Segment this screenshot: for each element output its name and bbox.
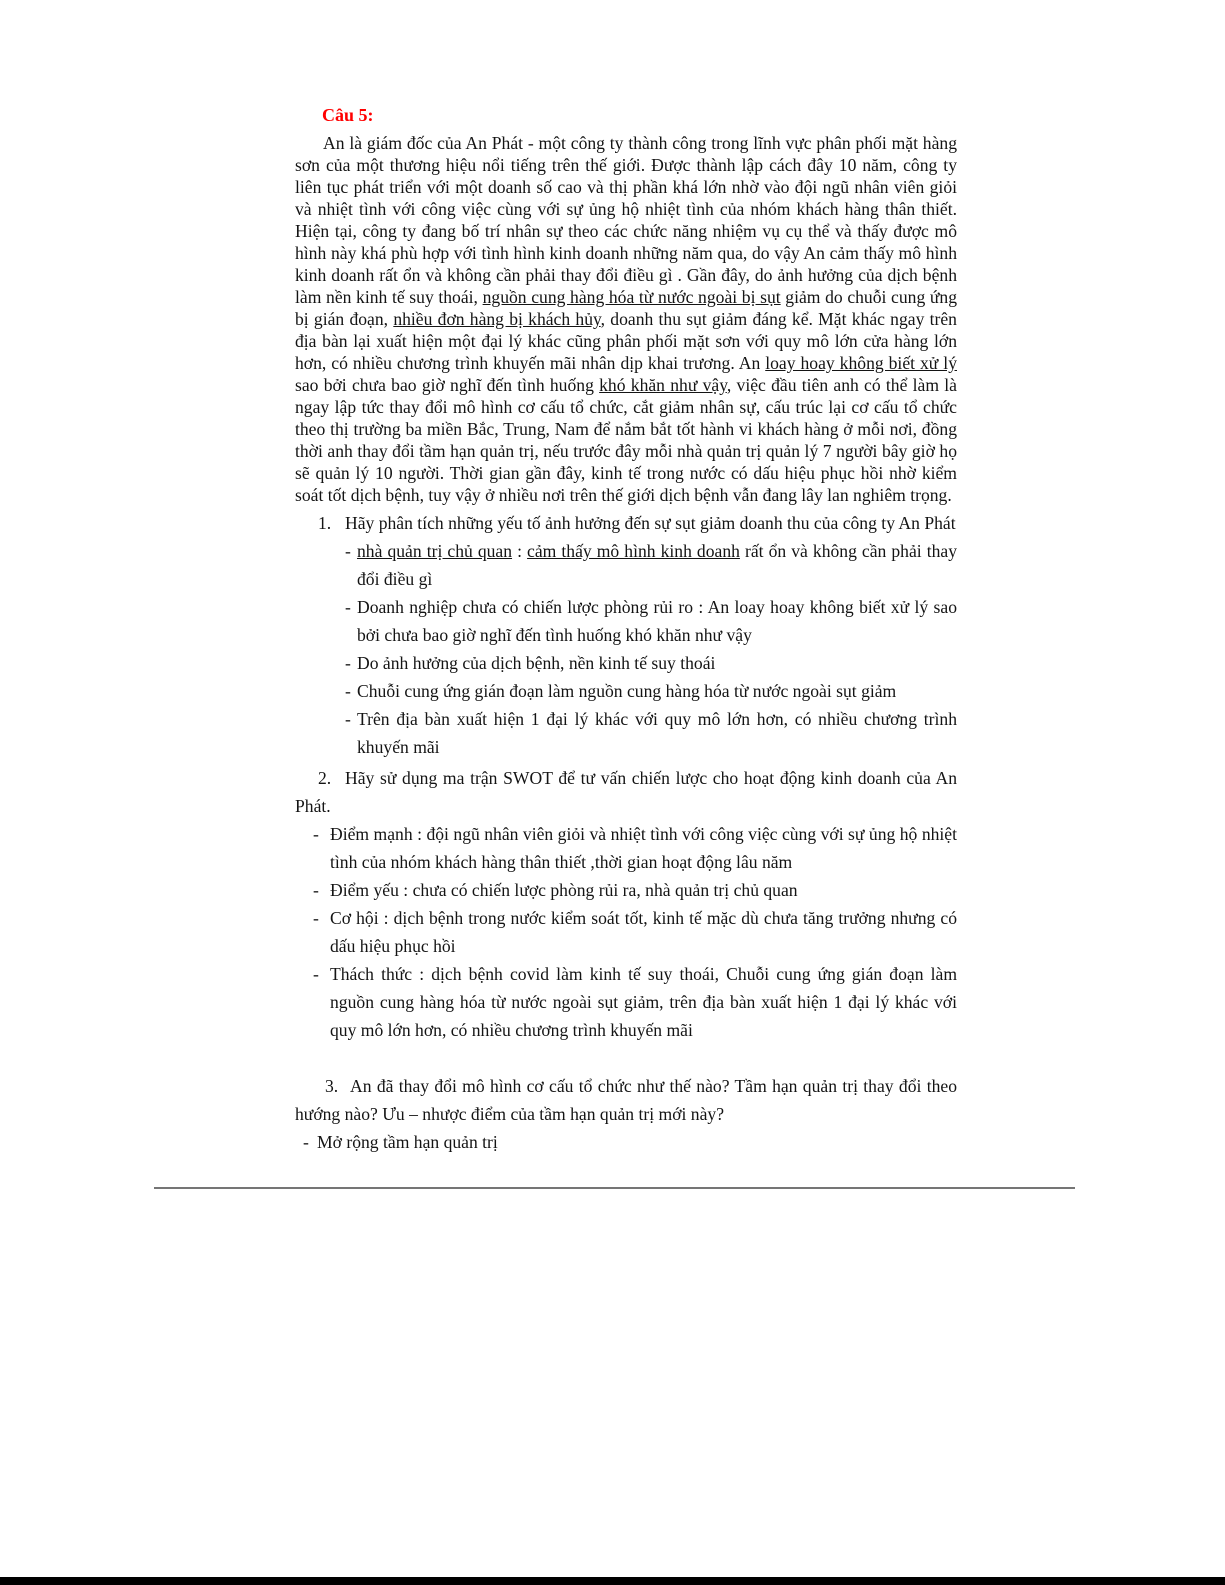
question-3-text: An đã thay đổi mô hình cơ cấu tổ chức như thế nào? Tầm hạn quản trị thay đổi theo hướng nào? Ưu – nhược điểm của tầm hạn quản trị mới này? bbox=[295, 1076, 957, 1124]
bullet-dash: - bbox=[345, 681, 351, 701]
page-edge-bar bbox=[0, 1577, 1225, 1585]
question-2-text: Hãy sử dụng ma trận SWOT để tư vấn chiến lược cho hoạt động kinh doanh của An Phát. bbox=[295, 768, 957, 816]
question-2-prompt bbox=[295, 764, 957, 820]
question-1-prompt bbox=[295, 509, 957, 537]
question-3-section bbox=[295, 1072, 957, 1156]
swot-text: Cơ hội : dịch bệnh trong nước kiểm soát tốt, kinh tế mặc dù chưa tăng trưởng nhưng có dấu hiệu phục hồi bbox=[330, 908, 957, 956]
answer-text: Chuỗi cung ứng gián đoạn làm nguồn cung hàng hóa từ nước ngoài sụt giảm bbox=[357, 681, 897, 701]
answer-text: nhà quản trị chủ quan : cảm thấy mô hình kinh doanh rất ổn và không cần phải thay đổi điều gì bbox=[357, 541, 958, 589]
bullet-dash: - bbox=[313, 908, 319, 928]
answer-item bbox=[303, 1128, 957, 1156]
question-2-number: 2. bbox=[318, 768, 332, 788]
answer-text: Trên địa bàn xuất hiện 1 đại lý khác với quy mô lớn hơn, có nhiều chương trình khuyến mãi bbox=[357, 709, 957, 757]
bullet-dash: - bbox=[313, 880, 319, 900]
answer-text: Doanh nghiệp chưa có chiến lược phòng rủi ro : An loay hoay không biết xử lý sao bởi chưa bao giờ nghĩ đến tình huống khó khăn như vậy bbox=[357, 597, 957, 645]
swot-item bbox=[313, 904, 957, 960]
swot-text: Thách thức : dịch bệnh covid làm kinh tế suy thoái, Chuỗi cung ứng gián đoạn làm nguồn cung hàng hóa từ nước ngoài sụt giảm, trên địa bàn xuất hiện 1 đại lý khác với quy mô lớn hơn, có nhiều chương trình khuyến mãi bbox=[330, 964, 957, 1040]
bullet-dash: - bbox=[313, 824, 319, 844]
question-3-prompt bbox=[295, 1072, 957, 1128]
answer-item bbox=[345, 537, 957, 593]
swot-item bbox=[313, 820, 957, 876]
bullet-dash: - bbox=[345, 541, 351, 561]
bullet-dash: - bbox=[345, 653, 351, 673]
question-1-text: Hãy phân tích những yếu tố ảnh hưởng đến sự sụt giảm doanh thu của công ty An Phát bbox=[345, 513, 956, 533]
question-label: Câu 5: bbox=[322, 105, 374, 125]
intro-paragraph: An là giám đốc của An Phát - một công ty thành công trong lĩnh vực phân phối mặt hàng sơn của một thương hiệu nổi tiếng trên thế giới. Được thành lập cách đây 10 năm, công ty liên tục phát triển với một doanh số cao và thị phần khá lớn nhờ vào đội ngũ nhân viên giỏi và nhiệt tình với công việc cùng với sự ủng hộ nhiệt tình của nhóm khách hàng thân thiết. Hiện tại, công ty đang bố trí nhân sự theo các chức năng nhiệm vụ cụ thể và thấy được mô hình này khá phù hợp với tình hình kinh doanh những năm qua, do vậy An cảm thấy mô hình kinh doanh rất ổn và không cần phải thay đổi điều gì . Gần đây, do ảnh hưởng của dịch bệnh làm nền kinh tế suy thoái, nguồn cung hàng hóa từ nước ngoài bị sụt giảm do chuỗi cung ứng bị gián đoạn, nhiều đơn hàng bị khách hủy, doanh thu sụt giảm đáng kể. Mặt khác ngay trên địa bàn lại xuất hiện một đại lý khác cũng phân phối mặt sơn với quy mô lớn cửa hàng lớn hơn, có nhiều chương trình khuyến mãi nhân dịp khai trương. An loay hoay không biết xử lý sao bởi chưa bao giờ nghĩ đến tình huống khó khăn như vậy, việc đầu tiên anh có thể làm là ngay lập tức thay đổi mô hình cơ cấu tổ chức, cắt giảm nhân sự, cấu trúc lại cơ cấu tổ chức theo thị trường ba miền Bắc, Trung, Nam để nắm bắt tốt hành vi khách hàng ở mỗi nơi, đồng thời anh thay đổi tầm hạn quản trị, nếu trước đây mỗi nhà quản trị quản lý 7 người bây giờ họ sẽ quản lý 10 người. Thời gian gần đây, kinh tế trong nước có dấu hiệu phục hồi nhờ kiểm soát tốt dịch bệnh, tuy vậy ở nhiều nơi trên thế giới dịch bệnh vẫn đang lây lan nghiêm trọng. bbox=[295, 133, 958, 505]
swot-text: Điểm yếu : chưa có chiến lược phòng rủi ra, nhà quản trị chủ quan bbox=[330, 880, 798, 900]
question-2-section bbox=[295, 764, 957, 1044]
answer-item bbox=[345, 593, 957, 649]
question-3-number: 3. bbox=[325, 1076, 339, 1096]
swot-item bbox=[313, 876, 957, 904]
answer-item bbox=[345, 705, 957, 761]
question-1-number: 1. bbox=[318, 513, 332, 533]
bullet-dash: - bbox=[345, 709, 351, 729]
swot-text: Điểm mạnh : đội ngũ nhân viên giỏi và nhiệt tình với công việc cùng với sự ủng hộ nhiệt tình của nhóm khách hàng thân thiết ,thời gian hoạt động lâu năm bbox=[330, 824, 957, 872]
bullet-dash: - bbox=[313, 964, 319, 984]
bullet-dash: - bbox=[303, 1132, 309, 1152]
horizontal-divider bbox=[154, 1187, 1075, 1189]
swot-item bbox=[313, 960, 957, 1044]
bullet-dash: - bbox=[345, 597, 351, 617]
answer-item bbox=[345, 649, 957, 677]
question-1-section bbox=[295, 509, 957, 761]
answer-text: Do ảnh hưởng của dịch bệnh, nền kinh tế suy thoái bbox=[357, 653, 716, 673]
answer-item bbox=[345, 677, 957, 705]
answer-text: Mở rộng tầm hạn quản trị bbox=[317, 1132, 498, 1152]
document-content bbox=[295, 104, 957, 1156]
